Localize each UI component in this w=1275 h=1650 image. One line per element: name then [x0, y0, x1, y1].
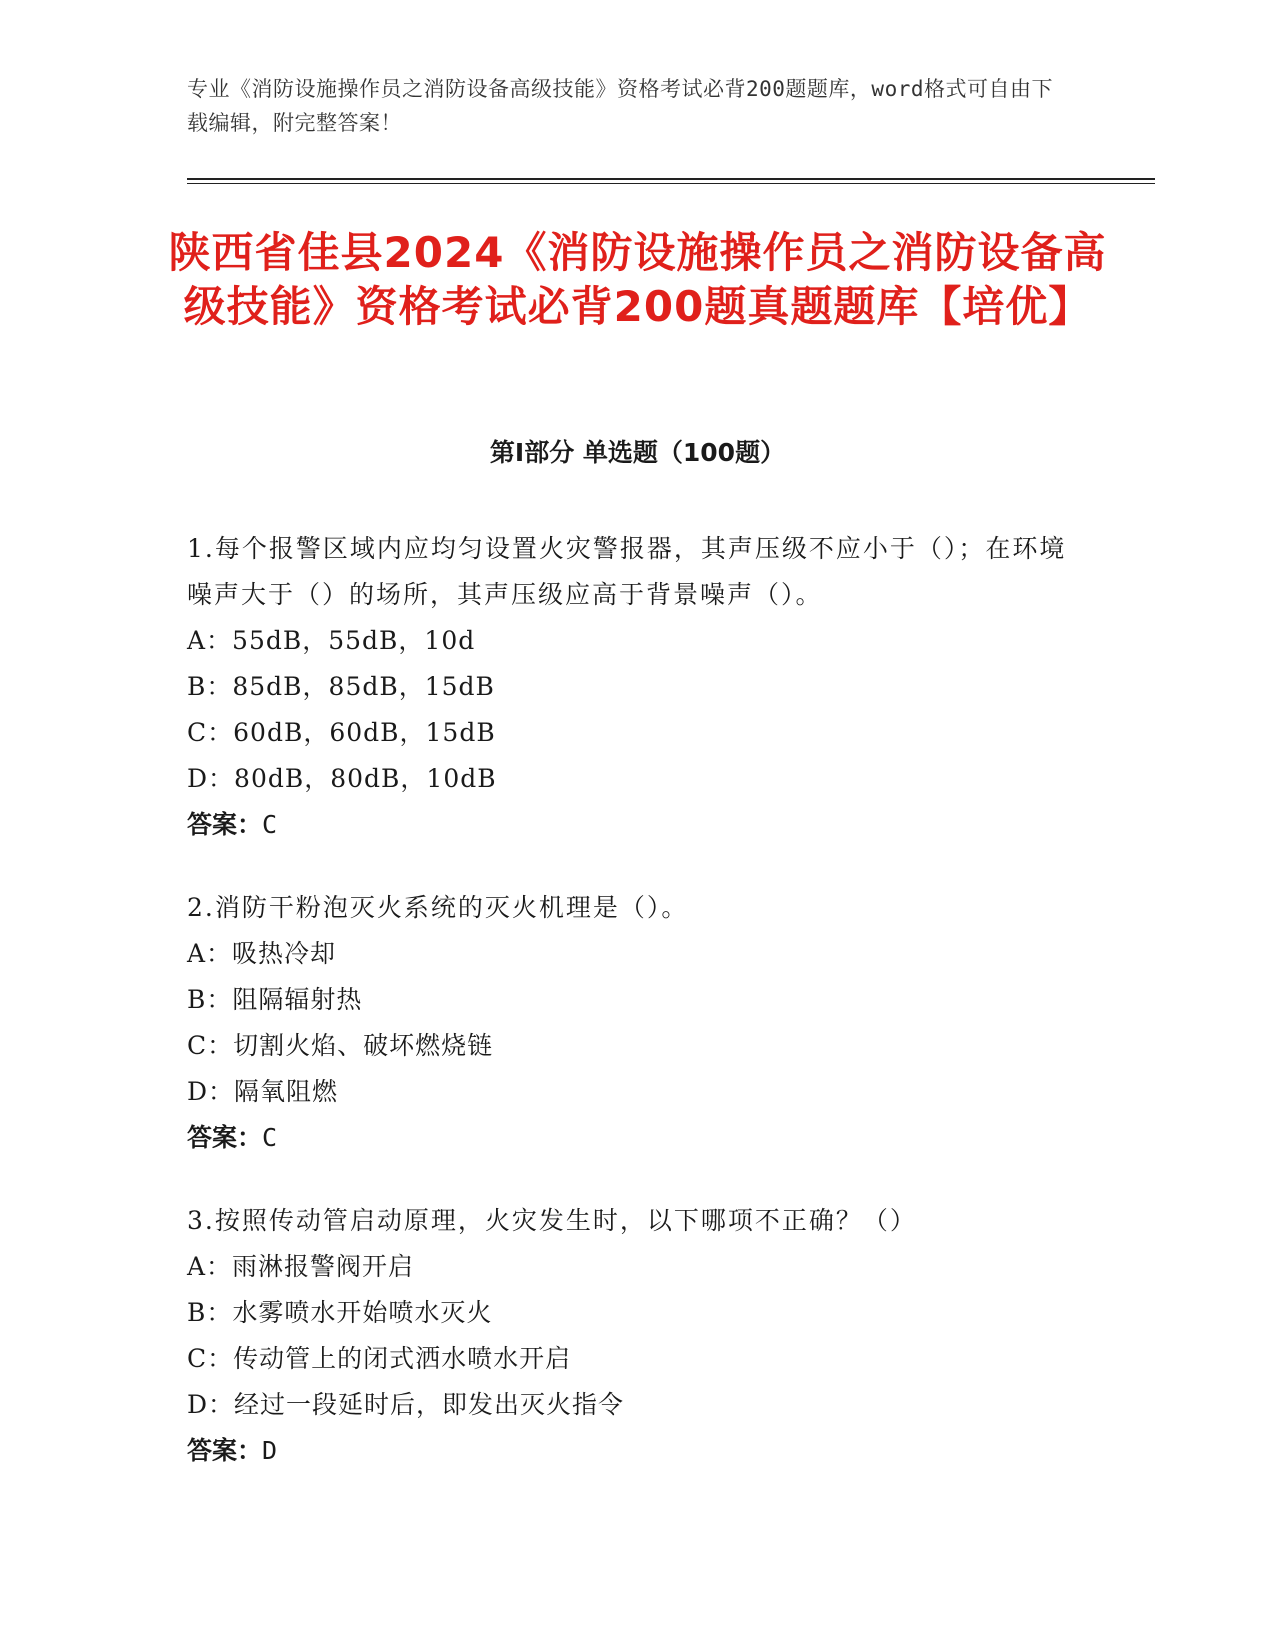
section-title: 第I部分 单选题（100题） — [489, 438, 786, 467]
answer-label: 答案： — [187, 810, 263, 839]
header-note: 专业《消防设施操作员之消防设备高级技能》资格考试必背200题题库，word格式可自由下载编辑，附完整答案！ — [187, 77, 1053, 135]
option-d: D：隔氧阻燃 — [187, 1077, 339, 1106]
option-d: D：80dB，80dB，10dB — [187, 764, 497, 793]
header-divider-thin — [187, 183, 1155, 184]
option-c: C：传动管上的闭式洒水喷水开启 — [187, 1344, 572, 1373]
question-item — [187, 885, 1067, 1161]
answer-value: C — [262, 1123, 278, 1152]
answer-label: 答案： — [187, 1436, 263, 1465]
option-b: B：阻隔辐射热 — [187, 985, 363, 1014]
question-stem: 1.每个报警区域内应均匀设置火灾警报器，其声压级不应小于（）；在环境噪声大于（）的场所，其声压级应高于背景噪声（）。 — [187, 534, 1067, 609]
option-b: B：85dB，85dB，15dB — [187, 672, 495, 701]
answer-line — [187, 1428, 1067, 1474]
question-stem: 3.按照传动管启动原理，火灾发生时，以下哪项不正确？（） — [187, 1206, 917, 1235]
question-stem: 2.消防干粉泡灭火系统的灭火机理是（）。 — [187, 893, 689, 922]
question-item — [187, 1198, 1067, 1474]
question-item — [187, 526, 1067, 848]
header-divider-thick — [187, 178, 1155, 180]
option-a: A：55dB，55dB，10d — [187, 626, 476, 655]
answer-value: D — [262, 1436, 278, 1465]
option-b: B：水雾喷水开始喷水灭火 — [187, 1298, 493, 1327]
option-c: C：60dB，60dB，15dB — [187, 718, 496, 747]
answer-value: C — [262, 810, 278, 839]
option-a: A：吸热冷却 — [187, 939, 337, 968]
document-title: 陕西省佳县2024《消防设施操作员之消防设备高级技能》资格考试必背200题真题题库【培优】 — [168, 228, 1107, 331]
answer-line — [187, 1115, 1067, 1161]
option-a: A：雨淋报警阀开启 — [187, 1252, 415, 1281]
answer-label: 答案： — [187, 1123, 263, 1152]
answer-line — [187, 802, 1067, 848]
option-c: C：切割火焰、破坏燃烧链 — [187, 1031, 494, 1060]
option-d: D：经过一段延时后，即发出灭火指令 — [187, 1390, 625, 1419]
